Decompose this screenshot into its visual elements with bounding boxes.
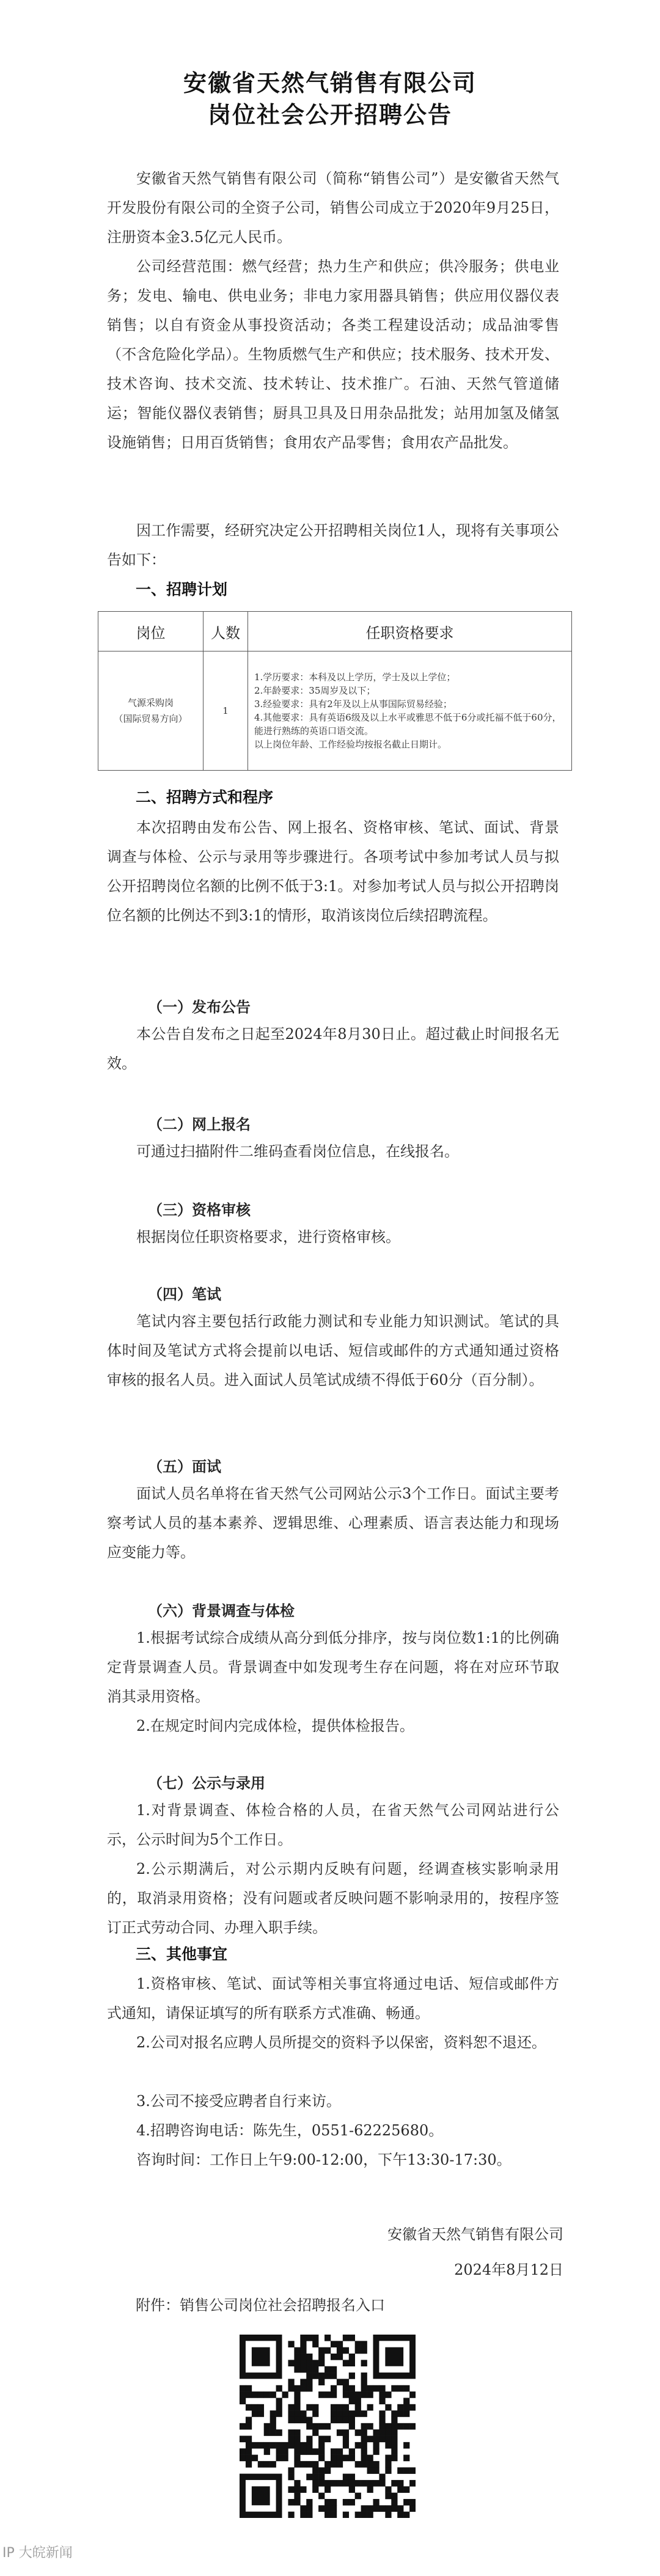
intro-paragraph-1: 安徽省天然气销售有限公司（简称“销售公司”）是安徽省天然气开发股份有限公司的全资子公司，销售公司成立于2020年9月25日，注册资本金3.5亿元人民币。 (107, 170, 559, 246)
section3-heading: 三、其他事宜 (136, 1945, 228, 1963)
sub6-text-2: 2.在规定时间内完成体检，提供体检报告。 (136, 1717, 414, 1734)
table-cell-requirements (248, 651, 572, 771)
table-cell-position (98, 651, 204, 771)
other-item-3: 3.公司不接受应聘者自行来访。 (136, 2093, 341, 2110)
requirement-age: 2.年龄要求：35周岁及以下； (254, 685, 376, 696)
page-title-line2: 岗位社会公开招聘公告 (207, 101, 452, 128)
section2-heading: 二、招聘方式和程序 (136, 788, 274, 806)
table-header-position: 岗位 (98, 612, 204, 651)
table-header-row (98, 612, 572, 651)
sub7-text-1: 1.对背景调查、体检合格的人员，在省天然气公司网站进行公示，公示时间为5个工作日。 (107, 1802, 559, 1848)
sub5-heading: （五）面试 (148, 1458, 221, 1475)
sub3-heading: （三）资格审核 (148, 1201, 251, 1219)
other-item-4: 4.招聘咨询电话：陈先生，0551-62225680。 (136, 2122, 444, 2139)
sub6-text-1: 1.根据考试综合成绩从高分到低分排序，按与岗位数1:1的比例确定背景调查人员。背景调查中如发现考生存在问题，将在对应环节取消其录用资格。 (107, 1629, 559, 1705)
table-cell-count: 1 (204, 651, 248, 771)
signature-date: 2024年8月12日 (454, 2261, 563, 2278)
requirement-note: 以上岗位年龄、工作经验均按报名截止日期计。 (254, 739, 447, 750)
position-direction: （国际贸易方向） (114, 713, 188, 724)
table-header-requirements: 任职资格要求 (248, 612, 572, 651)
section1-heading: 一、招聘计划 (136, 581, 228, 598)
position-name: 气源采购岗 (127, 697, 174, 708)
requirement-experience: 3.经验要求：具有2年及以上从事国际贸易经验； (254, 699, 452, 710)
section2-intro: 本次招聘由发布公告、网上报名、资格审核、笔试、面试、背景调查与体检、公示与录用等步骤进行。各项考试中参加考试人员与拟公开招聘岗位名额的比例不低于3:1。对参加考试人员与拟公开招聘岗位名额的比例达不到3:1的情形，取消该岗位后续招聘流程。 (107, 819, 559, 924)
page-title-line1: 安徽省天然气销售有限公司 (183, 70, 477, 97)
sub6-heading: （六）背景调查与体检 (148, 1602, 295, 1620)
sub4-text: 笔试内容主要包括行政能力测试和专业能力知识测试。笔试的具体时间及笔试方式将会提前以电话、短信或邮件的方式通知通过资格审核的报名人员。进入面试人员笔试成绩不得低于60分（百分制）。 (107, 1313, 559, 1389)
recruitment-table (98, 611, 572, 771)
registration-qr-code-icon[interactable] (240, 2335, 416, 2518)
consult-time: 咨询时间：工作日上午9:00-12:00，下午13:30-17:30。 (136, 2151, 512, 2168)
table-header-count: 人数 (204, 612, 248, 651)
requirement-education: 1.学历要求：本科及以上学历，学士及以上学位； (254, 672, 456, 683)
intro-paragraph-2: 公司经营范围：燃气经营；热力生产和供应；供冷服务；供电业务；发电、输电、供电业务；非电力家用器具销售；供应用仪器仪表销售；以自有资金从事投资活动；各类工程建设活动；成品油零售（不含危险化学品）。生物质燃气生产和供应；技术服务、技术开发、技术咨询、技术交流、技术转让、技术推广。石油、天然气管道储运；智能仪器仪表销售；厨具卫具及日用杂品批发；站用加氢及储氢设施销售；日用百货销售；食用农产品零售；食用农产品批发。 (107, 258, 559, 451)
attachment-label: 附件：销售公司岗位社会招聘报名入口 (136, 2297, 385, 2314)
sub7-heading: （七）公示与录用 (148, 1774, 265, 1792)
sub2-text: 可通过扫描附件二维码查看岗位信息，在线报名。 (136, 1143, 459, 1160)
sub1-text: 本公告自发布之日起至2024年8月30日止。超过截止时间报名无效。 (107, 1026, 559, 1072)
sub7-text-2: 2.公示期满后，对公示期内反映有问题，经调查核实影响录用的，取消录用资格；没有问题或者反映问题不影响录用的，按程序签订正式劳动合同、办理入职手续。 (107, 1860, 559, 1936)
table-row (98, 651, 572, 771)
sub3-text: 根据岗位任职资格要求，进行资格审核。 (136, 1228, 400, 1246)
sub4-heading: （四）笔试 (148, 1285, 221, 1303)
requirement-other: 4.其他要求：具有英语6级及以上水平或雅思不低于6分或托福不低于60分，能进行熟练的英语口语交流。 (254, 712, 562, 736)
intro-paragraph-3: 因工作需要，经研究决定公开招聘相关岗位1人，现将有关事项公告如下： (107, 522, 559, 568)
sub2-heading: （二）网上报名 (148, 1115, 251, 1133)
watermark-logo: IP 大皖新闻 (2, 2545, 73, 2561)
other-item-2: 2.公司对报名应聘人员所提交的资料予以保密，资料恕不退还。 (136, 2034, 546, 2051)
signature-company: 安徽省天然气销售有限公司 (387, 2226, 563, 2243)
sub5-text: 面试人员名单将在省天然气公司网站公示3个工作日。面试主要考察考试人员的基本素养、逻辑思维、心理素质、语言表达能力和现场应变能力等。 (107, 1485, 559, 1561)
sub1-heading: （一）发布公告 (148, 998, 251, 1016)
other-item-1: 1.资格审核、笔试、面试等相关事宜将通过电话、短信或邮件方式通知，请保证填写的所有联系方式准确、畅通。 (107, 1975, 559, 2022)
